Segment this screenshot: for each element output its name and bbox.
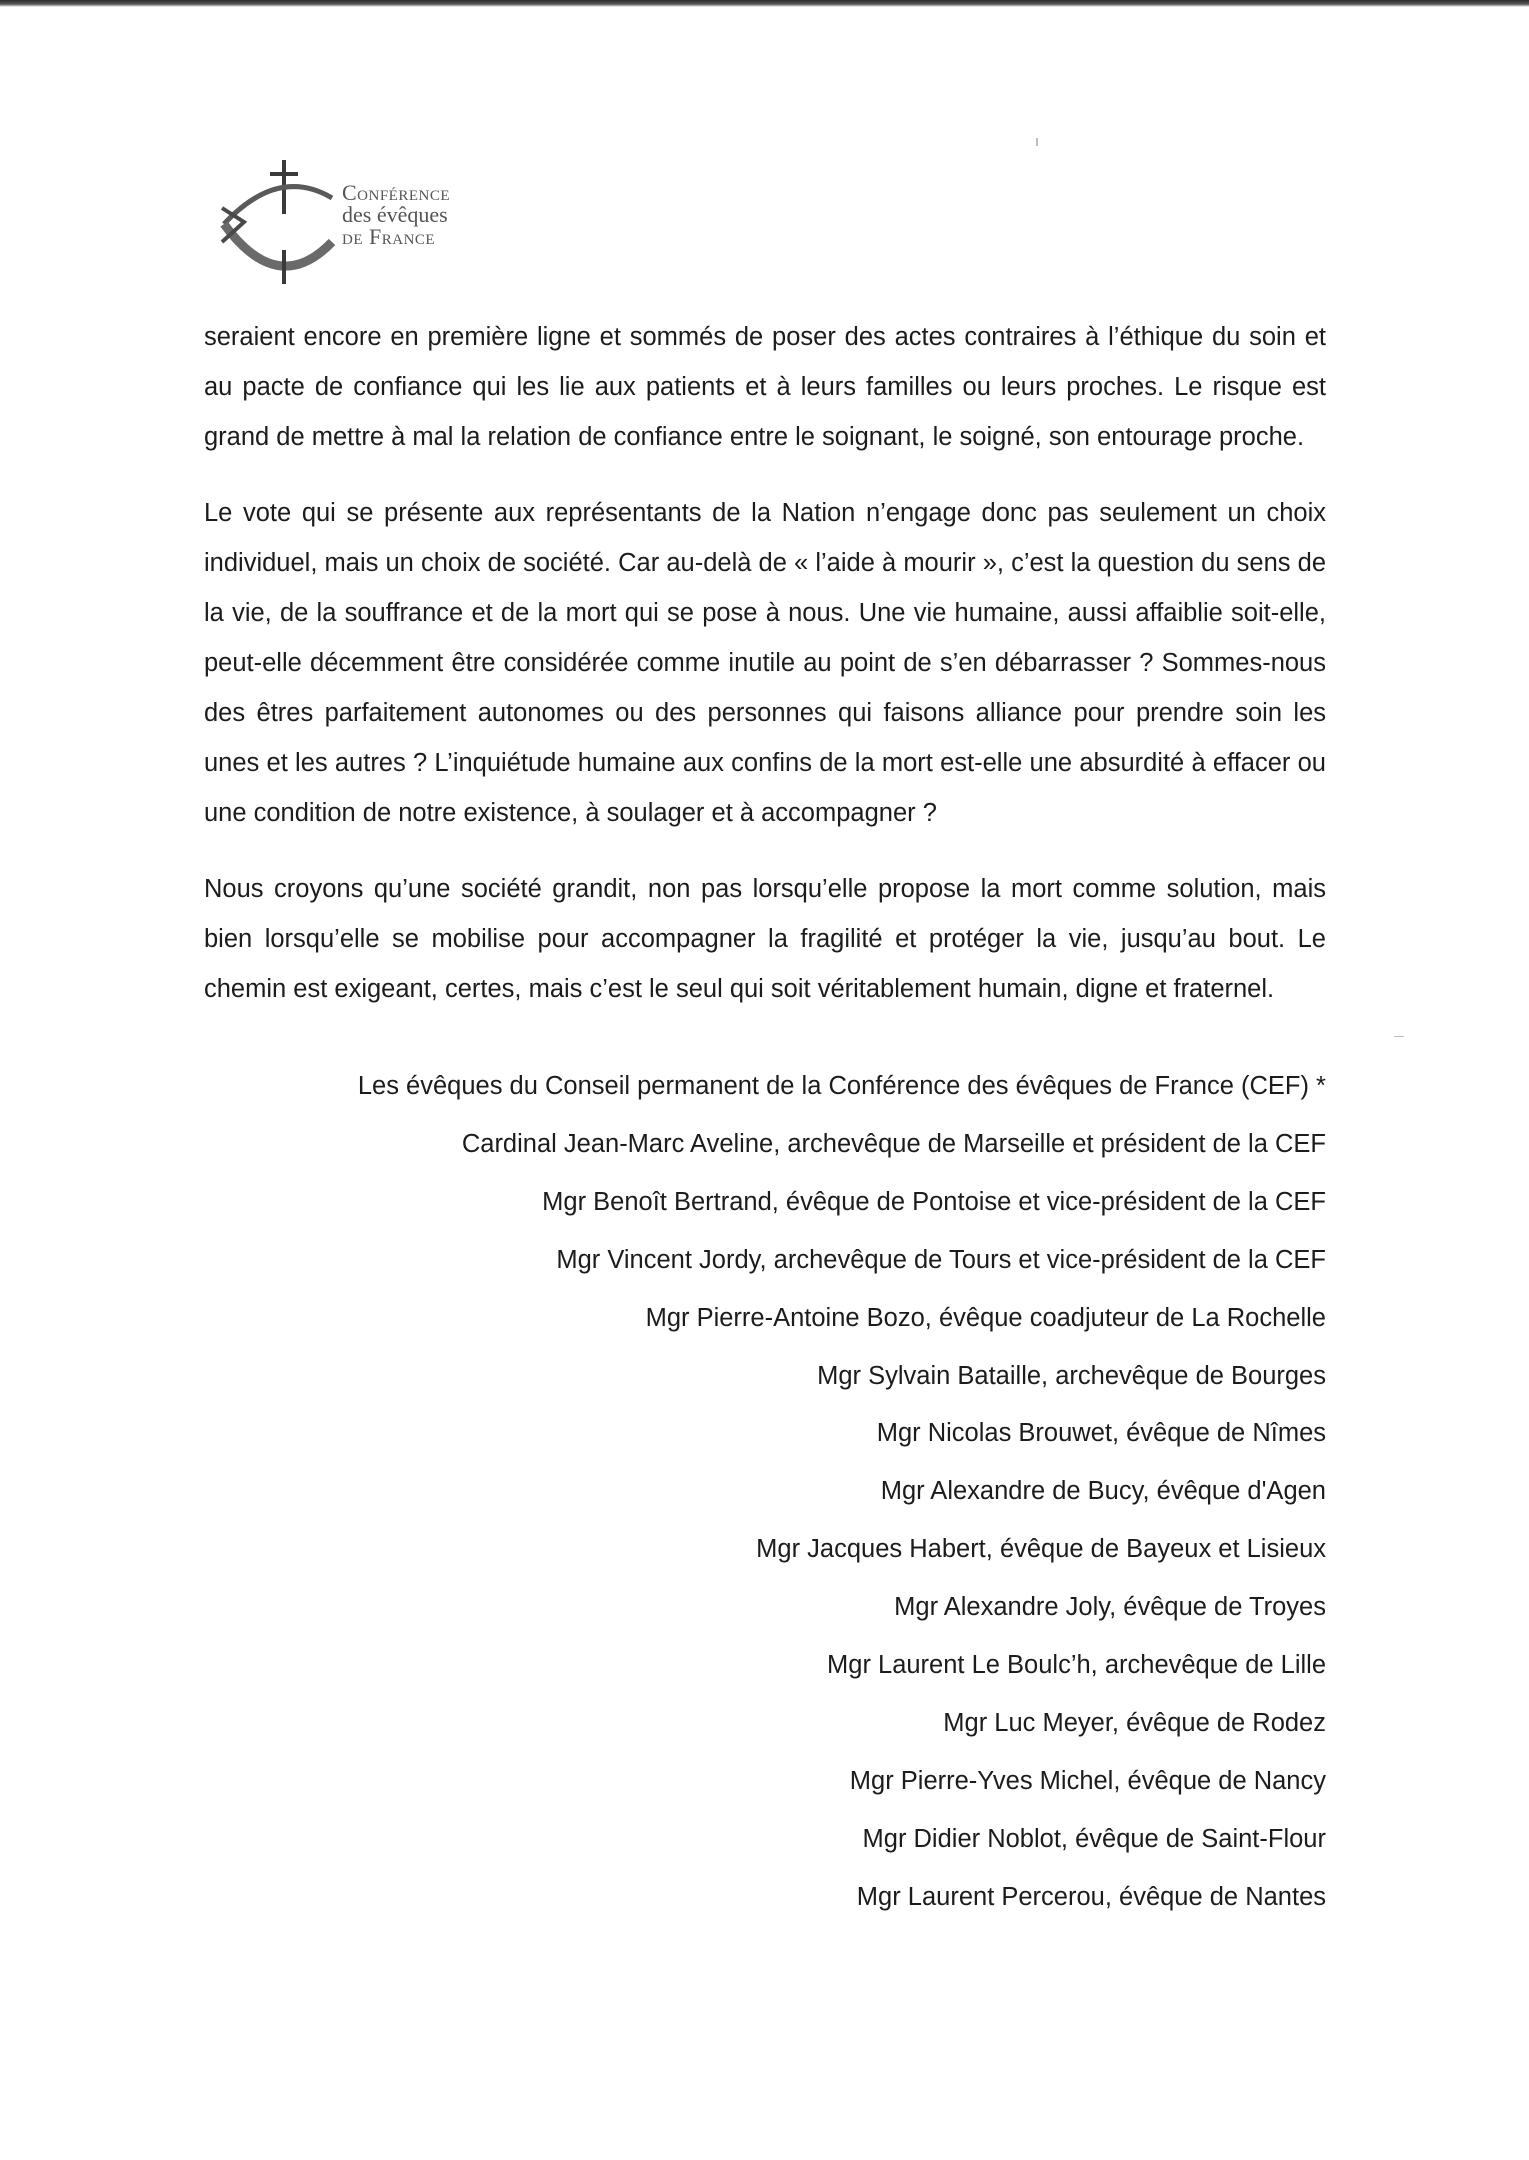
signature-block (226, 1058, 1326, 1927)
signatory: Mgr Alexandre de Bucy, évêque d'Agen (880, 1477, 1326, 1506)
paragraph-1: seraient encore en première ligne et sommés de poser des actes contraires à l’éthique du soin et au pacte de confiance qui les lie aux patients et à leurs familles ou leurs proches. Le risque est grand de mettre à mal la relation de confiance entre le soignant, le soigné, son entourage proche. (204, 323, 1326, 451)
signatory: Mgr Benoît Bertrand, évêque de Pontoise et vice-président de la CEF (542, 1187, 1326, 1216)
cef-logo-text (342, 182, 450, 248)
cef-logo (218, 158, 478, 288)
logo-line-1: Conférence (342, 180, 451, 205)
signatory: Mgr Pierre-Antoine Bozo, évêque coadjuteur de La Rochelle (645, 1303, 1326, 1332)
cef-emblem-icon (218, 158, 338, 288)
signatory: Mgr Sylvain Bataille, archevêque de Bourges (817, 1361, 1326, 1390)
paragraph-2: Le vote qui se présente aux représentants de la Nation n’engage donc pas seulement un choix individuel, mais un choix de société. Car au-delà de « l’aide à mourir », c’est la question du sens de la vie, de la souffrance et de la mort qui se pose à nous. Une vie humaine, aussi affaiblie soit-elle, peut-elle décemment être considérée comme inutile au point de s’en débarrasser ? Sommes-nous des êtres parfaitement autonomes ou des personnes qui faisons alliance pour prendre soin les unes et les autres ? L’inquiétude humaine aux confins de la mort est-elle une absurdité à effacer ou une condition de notre existence, à soulager et à accompagner ? (204, 499, 1326, 827)
signatory: Mgr Laurent Le Boulc’h, archevêque de Lille (827, 1651, 1326, 1680)
signatory: Mgr Didier Noblot, évêque de Saint-Flour (862, 1824, 1326, 1853)
signatory: Mgr Laurent Percerou, évêque de Nantes (856, 1882, 1326, 1911)
signatory: Cardinal Jean-Marc Aveline, archevêque de Marseille et président de la CEF (461, 1129, 1326, 1158)
signature-heading: Les évêques du Conseil permanent de la Conférence des évêques de France (CEF) * (357, 1072, 1326, 1100)
signatory: Mgr Pierre-Yves Michel, évêque de Nancy (849, 1766, 1326, 1795)
scan-speck (1394, 1036, 1404, 1037)
signatory: Mgr Vincent Jordy, archevêque de Tours et vice-président de la CEF (556, 1245, 1326, 1274)
logo-line-3: de France (342, 224, 436, 249)
letter-body (204, 312, 1326, 1040)
paragraph-3: Nous croyons qu’une société grandit, non pas lorsqu’elle propose la mort comme solution, mais bien lorsqu’elle se mobilise pour accompagner la fragilité et protéger la vie, jusqu’au bout. Le chemin est exigeant, certes, mais c’est le seul qui soit véritablement humain, digne et fraternel. (204, 875, 1326, 1003)
signatory: Mgr Alexandre Joly, évêque de Troyes (894, 1593, 1326, 1622)
scan-speck (1036, 138, 1038, 146)
signatory: Mgr Jacques Habert, évêque de Bayeux et Lisieux (756, 1535, 1326, 1564)
scan-top-edge (0, 0, 1529, 7)
signatory: Mgr Nicolas Brouwet, évêque de Nîmes (876, 1419, 1326, 1448)
logo-line-2: des évêques (342, 202, 448, 227)
signatory: Mgr Luc Meyer, évêque de Rodez (943, 1708, 1326, 1737)
